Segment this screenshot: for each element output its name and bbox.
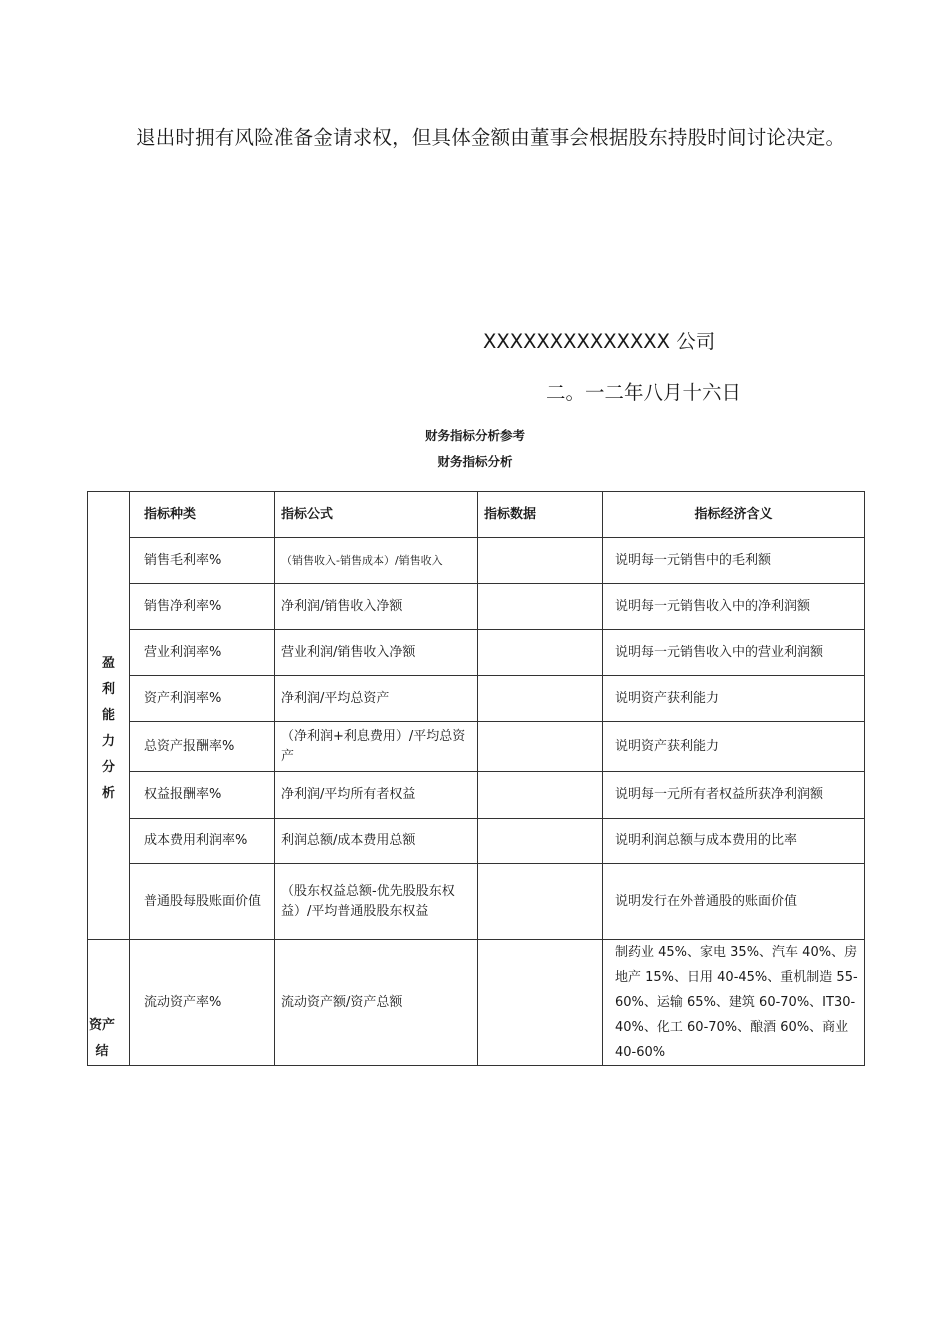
indicator-formula: 净利润/平均总资产: [275, 676, 478, 722]
section-title: 财务指标分析参考: [424, 428, 525, 443]
indicator-meaning: 说明每一元销售中的毛利额: [603, 538, 865, 584]
body-paragraph: 退出时拥有风险准备金请求权，但具体金额由董事会根据股东持股时间讨论决定。: [136, 126, 846, 149]
financial-indicator-table: [87, 491, 865, 1066]
indicator-data: [478, 630, 603, 676]
category-profitability: [88, 492, 130, 940]
indicator-data: [478, 584, 603, 630]
indicator-type: 成本费用利润率%: [130, 819, 275, 864]
header-formula: 指标公式: [275, 492, 478, 538]
table-row: [88, 772, 865, 819]
indicator-meaning: 说明资产获利能力: [603, 676, 865, 722]
document-date: 二。一二年八月十六日: [546, 381, 742, 404]
table-header-row: [88, 492, 865, 538]
indicator-meaning: 说明每一元所有者权益所获净利润额: [603, 772, 865, 819]
indicator-type: 资产利润率%: [130, 676, 275, 722]
header-type: 指标种类: [130, 492, 275, 538]
indicator-meaning: 说明资产获利能力: [603, 722, 865, 772]
indicator-type: 普通股每股账面价值: [130, 864, 275, 940]
indicator-data: [478, 940, 603, 1066]
header-data: 指标数据: [478, 492, 603, 538]
header-meaning: 指标经济含义: [603, 492, 865, 538]
indicator-data: [478, 819, 603, 864]
company-name: XXXXXXXXXXXXXX 公司: [483, 330, 716, 353]
indicator-formula: 净利润/平均所有者权益: [275, 772, 478, 819]
table-row: [88, 630, 865, 676]
indicator-meaning: 说明利润总额与成本费用的比率: [603, 819, 865, 864]
indicator-formula: 利润总额/成本费用总额: [275, 819, 478, 864]
indicator-data: [478, 722, 603, 772]
indicator-meaning: 说明每一元销售收入中的净利润额: [603, 584, 865, 630]
table-row: [88, 940, 865, 1066]
table-row: [88, 722, 865, 772]
indicator-type: 总资产报酬率%: [130, 722, 275, 772]
indicator-meaning: 说明发行在外普通股的账面价值: [603, 864, 865, 940]
table-row: [88, 676, 865, 722]
table-row: [88, 538, 865, 584]
category-asset-structure: 资产结: [88, 940, 130, 1066]
indicator-formula: （净利润+利息费用）/平均总资产: [275, 722, 478, 772]
table-row: [88, 864, 865, 940]
table-title: 财务指标分析: [437, 454, 513, 469]
indicator-meaning: 说明每一元销售收入中的营业利润额: [603, 630, 865, 676]
indicator-type: 营业利润率%: [130, 630, 275, 676]
indicator-type: 权益报酬率%: [130, 772, 275, 819]
table-row: [88, 819, 865, 864]
indicator-type: 销售毛利率%: [130, 538, 275, 584]
indicator-data: [478, 772, 603, 819]
category-label: 盈利能力分析: [101, 655, 115, 801]
indicator-data: [478, 538, 603, 584]
indicator-formula: （股东权益总额-优先股股东权益）/平均普通股股东权益: [275, 864, 478, 940]
indicator-type: 流动资产率%: [130, 940, 275, 1066]
indicator-type: 销售净利率%: [130, 584, 275, 630]
indicator-formula: 营业利润/销售收入净额: [275, 630, 478, 676]
indicator-data: [478, 676, 603, 722]
table-row: [88, 584, 865, 630]
indicator-formula: （销售收入-销售成本）/销售收入: [275, 538, 478, 584]
indicator-meaning: 制药业 45%、家电 35%、汽车 40%、房地产 15%、日用 40-45%、重机制造 55-60%、运输 65%、建筑 60-70%、IT30-40%、化工 60-70%、酿酒 60%、商业 40-60%: [603, 940, 865, 1066]
indicator-formula: 净利润/销售收入净额: [275, 584, 478, 630]
indicator-data: [478, 864, 603, 940]
indicator-formula: 流动资产额/资产总额: [275, 940, 478, 1066]
